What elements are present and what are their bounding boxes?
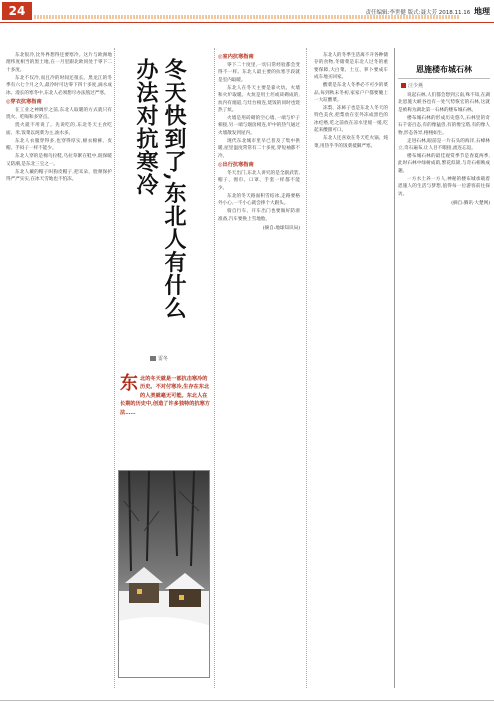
- page-number: 24: [2, 2, 32, 20]
- paragraph: 东北人戴的帽子叫狗皮帽子,把耳朵、脸颊保护得严严实实,在冰天雪地也不怕冻。: [6, 169, 112, 183]
- paragraph: 东北人还喜欢在冬天吃火锅、炖菜,用热乎乎的饭菜抵御严寒。: [314, 136, 388, 149]
- paragraph: 骑自行车、开车出门也要做好防滑准备,汽车要换上雪地胎。: [218, 209, 300, 222]
- paragraph: 在工业之神阔步之前,东北人取暖的方式就只有烧火、吃喝和多穿点。: [6, 108, 112, 121]
- section-name: 地理: [474, 7, 490, 16]
- feature-title-block: [118, 58, 202, 348]
- paragraph: 烧火就不用说了。先说吃的,东北冬天主食吃面、米,饭菜以炖菜为主,油水多。: [6, 123, 112, 136]
- title-rule: [398, 78, 490, 79]
- paragraph: 冬天出门,东北人讲究的是全副武装,帽子、围巾、口罩、手套一样都不能少。: [218, 171, 300, 191]
- paragraph: 东北人衣服穿得多,也穿得厚实,棉衣棉裤、皮帽、手闷子一样不能少。: [6, 138, 112, 152]
- subheading-travel: ◎出行抗寒指南: [218, 162, 254, 169]
- subheading-indoor: ◎室内抗寒指南: [218, 54, 254, 60]
- paragraph: 说起石林,人们都会想到云南,殊不知,在湖北恩施大峡谷也有一处气势恢宏的石林,这就是被称为湖北第一石林的楼布城石林。: [398, 93, 490, 113]
- paragraph: 零下二十度里,一切日常经验都会变得不一样。东北人最主要的抗寒手段就是室内取暖。: [218, 63, 300, 83]
- paragraph: 火墙是用砖砌的空心墙,一端与炉子相接,另一端与烟囱相连,炉中的热气通过火墙散发到屋内。: [218, 116, 300, 136]
- article-source: (摘自:地球知识局): [262, 226, 300, 232]
- feature-author: [150, 355, 180, 362]
- article-column-1: [6, 52, 112, 697]
- column-divider: [214, 48, 215, 688]
- feature-title: 冬天快到了,东北人有什么办法对抗寒冷: [133, 58, 187, 320]
- paragraph: 楼布城石林的形成历史悠久,石林里的奇石千姿百态,有的像猛兽,有的像宝塔,有的像人物,形态各异,栩栩如生。: [398, 115, 490, 136]
- paragraph: 走进石林,眼前是一片石头的海洋,石峰林立,奇石遍布,让人目不暇接,流连忘返。: [398, 138, 490, 152]
- sidebar-article-title: 恩施楼布城石林: [416, 64, 472, 74]
- author-name: 雷冬: [158, 356, 169, 362]
- column-divider: [114, 48, 115, 688]
- lead-text: 北的冬天就是一部抗击寒冷的历史。不对付寒冷,生存在东北的人类就毫无可能。东北人在长期的历史中,创造了许多独特的抗寒方法……: [120, 376, 210, 416]
- paragraph: 东北人穿的是棉乌拉鞋,乌拉草絮在鞋中,既保暖又防潮,是东北三宝之一。: [6, 154, 112, 167]
- feature-lead: [120, 375, 210, 417]
- page-header: [0, 0, 494, 22]
- sidebar-article: [398, 52, 490, 697]
- paragraph: 东北的冬天路面积雪结冰,走路要格外小心,一不小心就会摔个大跟头。: [218, 193, 300, 207]
- photo-illustration: [119, 471, 210, 678]
- article-column-4: [314, 52, 388, 697]
- paragraph: 一方水土养一方人,神秘的楼布城承载着恩施人的生活与梦想,值得每一位游客前往探访。: [398, 176, 490, 197]
- paragraph: 现代东北城市里早已普及了集中供暖,屋里温度常常有二十多度,穿短袖都不冷。: [218, 138, 300, 159]
- subheading-clothing: ◎穿衣抗寒指南: [6, 99, 42, 106]
- paragraph: 东北不仅冷,而且冷的时间还很长。黑龙江的冬季有六七个月之久,最冷时可达零下四十多度,滴水成冰。漫长的寒冬中,东北人必须想尽办法熬过严寒。: [6, 75, 112, 96]
- column-divider: [306, 48, 307, 688]
- author-marker-icon: [401, 83, 406, 88]
- sidebar-author-name: 汪少燕: [408, 83, 424, 89]
- paragraph: 东北人在冬天主要是靠火炕、火墙和火炉取暖。火炕是用土坯或砖砌成的,炕内有烟道,与灶台相连,烧饭的同时也烧热了炕。: [218, 85, 300, 114]
- editor-credits: 责任编辑:李世健 版式:聂大芳 2018.11.16: [365, 10, 471, 16]
- paragraph: 东北人的冬季生活离不开各种储存的食物,冬储菜是东北人过冬的重要保障,大白菜、土豆、萝卜要成车成车地买回家。: [314, 53, 388, 81]
- footer-rule: [0, 700, 494, 701]
- header-meta: [366, 6, 490, 17]
- drop-cap: 东: [120, 373, 138, 394]
- header-divider: [0, 22, 494, 23]
- sidebar-source: (摘自:腾讯·大楚网): [451, 201, 490, 207]
- sidebar-article-body: [398, 92, 490, 207]
- article-column-3: [218, 52, 300, 697]
- paragraph: 楼布城石林的最佳观赏季节是春夏两季,此时石林中绿树成荫,繁花似锦,与奇石相映成趣。: [398, 154, 490, 174]
- section-divider: [394, 48, 395, 688]
- paragraph: 冻梨、冻柿子也是东北人冬天的特色美食,把梨放在室外冻成黑色的冰疙瘩,吃之前放在凉水里缓一缓,吃起来酸甜可口。: [314, 106, 388, 134]
- snowy-village-photo: [118, 470, 210, 678]
- sidebar-author: [398, 82, 490, 89]
- author-marker-icon: [150, 356, 156, 361]
- paragraph: 东北很冷,比外界想得还要寒冷。这片与欧洲地理纬度相当的黑土地,在一月里跟北欧同处于零下二十多度。: [6, 53, 112, 73]
- paragraph: 酸菜是东北人冬季必不可少的菜品,每到秋末冬初,家家户户都要腌上一大缸酸菜。: [314, 83, 388, 104]
